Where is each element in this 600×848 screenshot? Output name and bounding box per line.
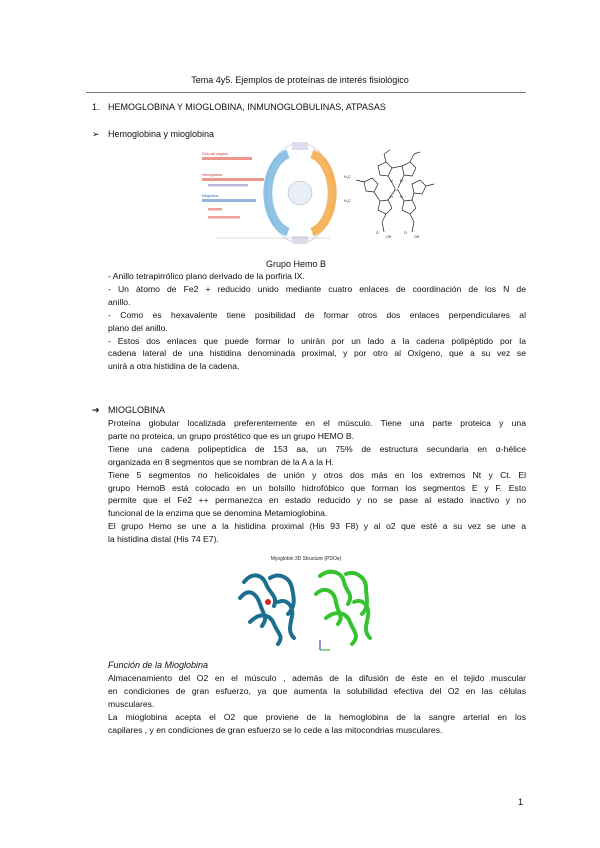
grupo-hemo-description [108,270,526,373]
legend-bar-2 [202,178,264,181]
atom-label-2: H₃C [344,199,351,203]
legend-bar-4 [202,199,256,202]
mioglobina-line: funcional de la enzima que se denomina Metamioglobina. [108,508,328,519]
mioglobina-title: MIOGLOBINA [108,405,166,415]
header-divider [86,92,526,93]
atom-label-3: Fe [394,188,399,192]
atom-label-9: OH [414,235,420,239]
funcion-heading: Función de la Mioglobina [108,660,209,670]
funcion-line: Almacenamiento del O2 en el músculo , además de la difusión de éste en el tejido muscular [108,673,526,683]
section-heading-1 [92,102,386,112]
grupo-hemo-line: cadena lateral de una histidina denominada proximal, y por otro al Oxígeno, que a su vez se [108,348,526,359]
figure-label-1: Ciclo del oxígeno [202,152,229,156]
mioglobina-line: El grupo Hemo se une a la histidina proximal (His 93 F8) y al o2 que esté a su vez se une a [108,521,526,532]
figure-label-3: Mioglobina [202,194,219,198]
grupo-hemo-line: plano del anillo. [108,322,168,333]
axis-indicator [320,640,330,650]
mioglobina-line: la histidina distal (His 74 E7). [108,534,219,545]
mioglobina-heading [92,405,165,416]
grupo-hemo-line: - Como es hexavalente tiene posibilidad de formar otros dos enlaces perpendiculares al [108,309,526,320]
arrow-bullet-icon: ➔ [92,405,100,415]
legend-bar-1 [202,157,252,160]
legend-bar-5 [208,208,222,211]
mioglobina-line: Tiene 5 segmentos no helicoidales de unión y otros dos más en los extremos Nt y Ct. El [108,469,526,480]
funcion-line: capilares , y en condiciones de gran esfuerzo se lo cede a las mitocondrias musculares. [108,724,443,735]
myoglobin-ribbon-green [316,572,370,644]
atom-label-1: H₃C [344,175,351,179]
atom-label-7: N [400,195,403,199]
arrow-bullet-icon: ➢ [92,129,100,139]
atom-label-10: O [376,231,379,235]
funcion-line: musculares. [108,698,155,709]
page-header-title: Tema 4y5. Ejemplos de proteínas de interés fisiológico [191,75,409,85]
legend-bar-6 [208,216,240,219]
grupo-hemo-line: - Un átomo de Fe2 + reducido unido mediante cuatro enlaces de coordinación de los N de [108,283,526,294]
atom-label-4: N [390,179,393,183]
figure-label-2: Hemoglobina [202,173,222,177]
legend-bar-3 [208,184,248,187]
cycle-center [288,181,312,205]
heme-b-structure [340,148,440,240]
page-number: 1 [518,797,524,807]
mioglobina-description [108,417,526,546]
cycle-arc-blue [268,154,288,232]
myoglobin-heme-red [265,599,271,605]
atom-label-8: OH [386,235,392,239]
section-number: 1. [92,102,100,112]
section-title: HEMOGLOBINA Y MIOGLOBINA, INMUNOGLOBULINAS, ATPASAS [108,102,386,112]
mioglobina-line: grupo HemoB está colocado en un bolsillo hidrofóbico que forman los segmentos E y F. Esto [108,482,526,493]
mioglobina-line: Tiene una cadena polipeptídica de 153 aa, un 75% de estructura secundaria en α-hélice [108,443,526,454]
myoglobin-3d-structure [234,552,378,656]
grupo-hemo-line: - Estos dos enlaces que puede formar lo unirán por un lado a la cadena polipéptido por la [108,335,526,346]
funcion-line: La mioglobina acepta el O2 que proviene de la hemoglobina de la sangre arterial en los [108,711,526,722]
grupo-hemo-line: anillo. [108,296,131,307]
figure-title: Myoglobin 3D Structure (PDOe) [270,556,342,562]
cycle-bottom-node [292,236,308,244]
mioglobina-line: Proteína globular localizada preferentemente en el músculo. Tiene una parte proteica y una [108,418,526,428]
cycle-top-node [292,142,308,150]
figure-caption: Grupo Hemo B [266,259,327,269]
oxygen-cycle-figure [196,138,338,248]
funcion-line: en condiciones de gran esfuerzo, ya que aumenta la solubilidad efectiva del O2 en las células [108,685,526,696]
grupo-hemo-line: unirá a otra histidina de la cadena. [108,361,240,372]
funcion-description [108,672,526,737]
subsection-title: Hemoglobina y mioglobina [108,129,215,139]
atom-label-11: O [404,231,407,235]
grupo-hemo-line: - Anillo tetrapirrólico plano derivado de la porfiria IX. [108,271,305,281]
atom-label-6: N [390,195,393,199]
atom-label-5: N [400,179,403,183]
mioglobina-line: parte no proteica, un grupo prostético que es un grupo HEMO B. [108,430,355,441]
cycle-arc-orange [312,154,332,232]
mioglobina-line: permite que el Fe2 ++ permanezca en estado reducido y no se pase al estado inactivo y no [108,495,526,506]
myoglobin-ribbon-blue [240,575,294,644]
mioglobina-line: organizada en 8 segmentos que se nombran de la A a la H. [108,456,334,467]
